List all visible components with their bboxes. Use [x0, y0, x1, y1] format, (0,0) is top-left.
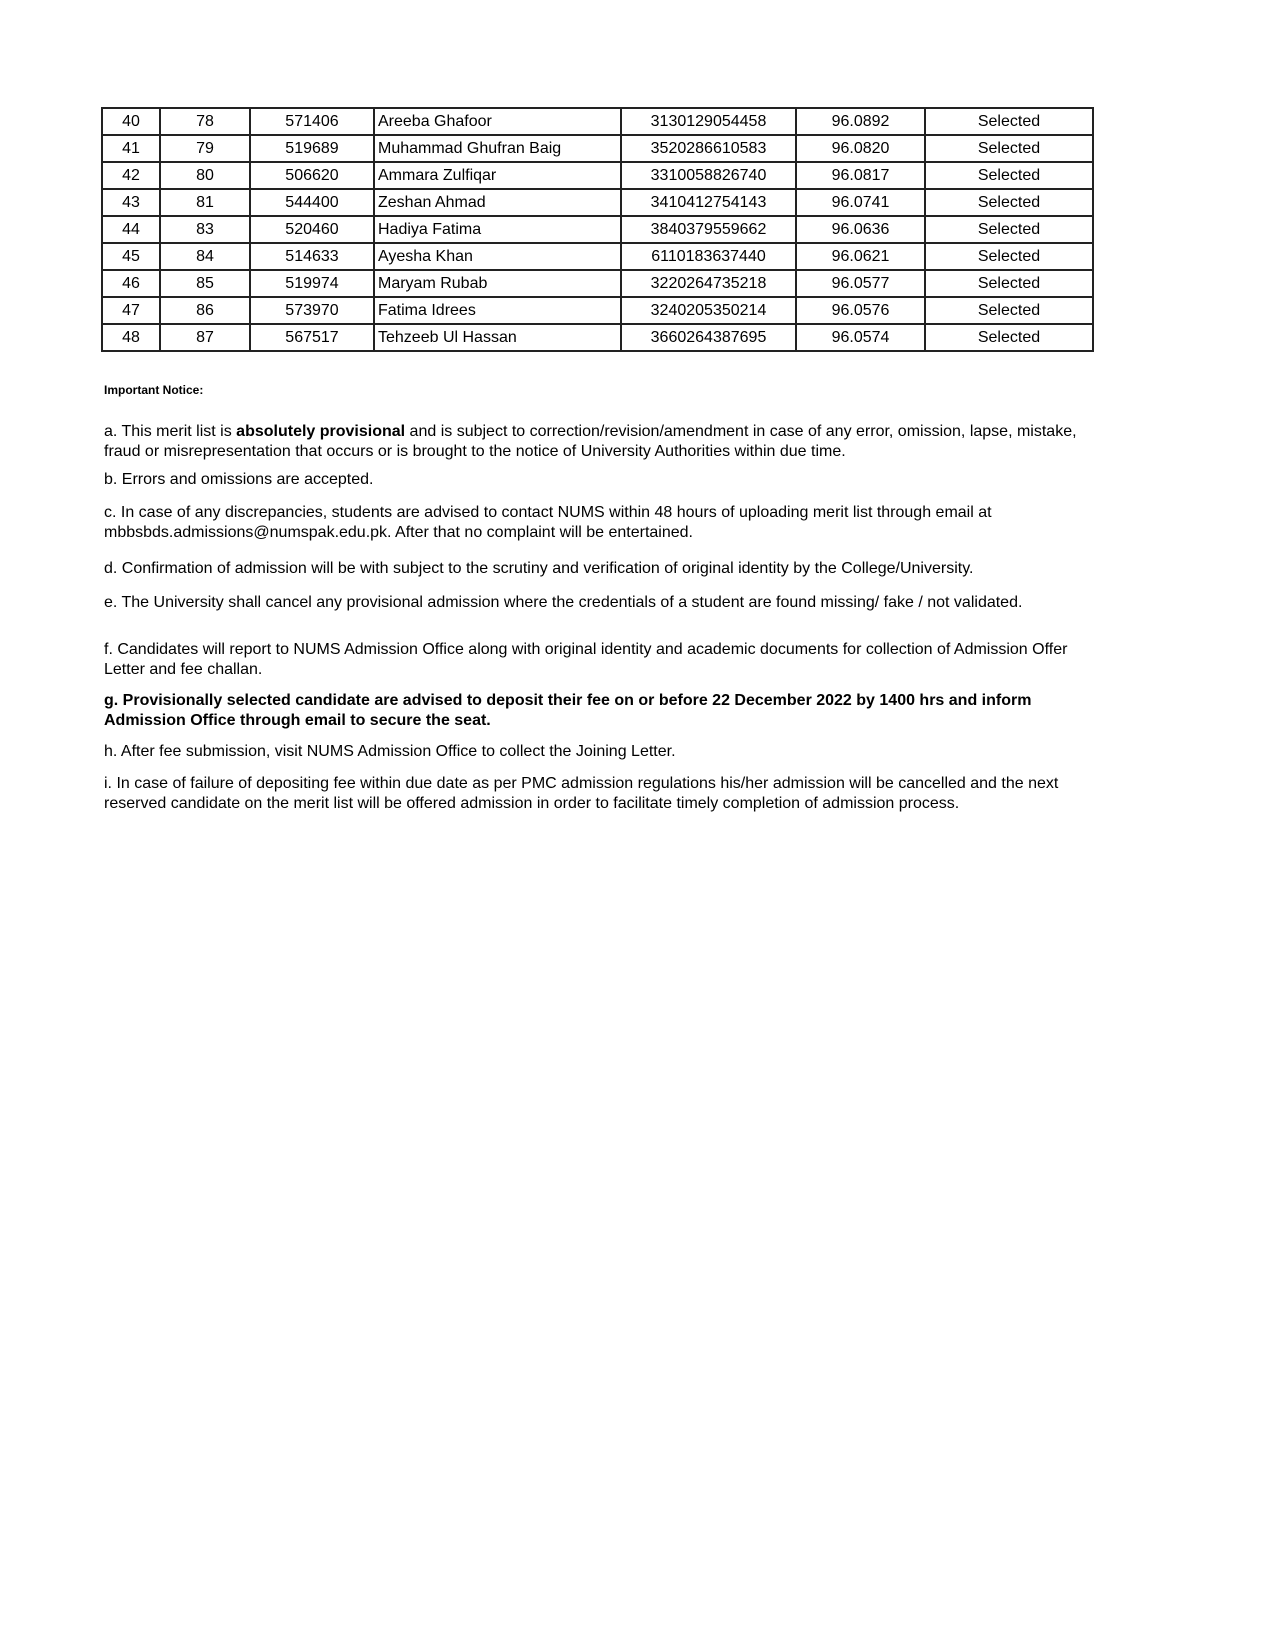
notice-item-b: b. Errors and omissions are accepted. [104, 471, 374, 488]
merit-number-cell: 83 [160, 216, 250, 243]
candidate-name-cell: Fatima Idrees [374, 297, 621, 324]
status-cell: Selected [925, 216, 1093, 243]
notice-a-emphasis: absolutely provisional [236, 423, 406, 440]
table-row [102, 216, 1093, 243]
serial-number-cell: 43 [102, 189, 160, 216]
cnic-cell: 3310058826740 [621, 162, 796, 189]
status-cell: Selected [925, 243, 1093, 270]
candidate-name-cell: Tehzeeb Ul Hassan [374, 324, 621, 351]
notice-item-a [104, 422, 1094, 462]
serial-number-cell: 44 [102, 216, 160, 243]
aggregate-cell: 96.0621 [796, 243, 925, 270]
table-row [102, 108, 1093, 135]
serial-number-cell: 45 [102, 243, 160, 270]
application-number-cell: 519974 [250, 270, 374, 297]
merit-number-cell: 86 [160, 297, 250, 324]
notice-a-prefix: a. This merit list is [104, 423, 237, 440]
table-row [102, 270, 1093, 297]
aggregate-cell: 96.0577 [796, 270, 925, 297]
status-cell: Selected [925, 108, 1093, 135]
notice-a-suffix: and is subject to correction/revision/amendment in case of any error, omission, lapse, mistake, fraud or misrepresentation that occurs or is brought to the notice of University Authorities within due time. [104, 423, 1077, 460]
application-number-cell: 567517 [250, 324, 374, 351]
status-cell: Selected [925, 135, 1093, 162]
status-cell: Selected [925, 189, 1093, 216]
candidate-name-cell: Muhammad Ghufran Baig [374, 135, 621, 162]
status-cell: Selected [925, 324, 1093, 351]
merit-list-body [102, 108, 1093, 351]
candidate-name-cell: Zeshan Ahmad [374, 189, 621, 216]
table-row [102, 189, 1093, 216]
aggregate-cell: 96.0636 [796, 216, 925, 243]
serial-number-cell: 42 [102, 162, 160, 189]
notice-item-d: d. Confirmation of admission will be with subject to the scrutiny and verification of original identity by the College/University. [104, 560, 974, 577]
aggregate-cell: 96.0892 [796, 108, 925, 135]
notice-item-e: e. The University shall cancel any provisional admission where the credentials of a student are found missing/ fake / not validated. [104, 594, 1023, 611]
candidate-name-cell: Ayesha Khan [374, 243, 621, 270]
aggregate-cell: 96.0576 [796, 297, 925, 324]
table-row [102, 162, 1093, 189]
table-row [102, 135, 1093, 162]
candidate-name-cell: Ammara Zulfiqar [374, 162, 621, 189]
notice-item-i: i. In case of failure of depositing fee within due date as per PMC admission regulations his/her admission will be cancelled and the next reserved candidate on the merit list will be offered admission in order to facilitate timely completion of admission process. [104, 775, 1059, 812]
application-number-cell: 519689 [250, 135, 374, 162]
candidate-name-cell: Areeba Ghafoor [374, 108, 621, 135]
status-cell: Selected [925, 162, 1093, 189]
application-number-cell: 514633 [250, 243, 374, 270]
notice-item-f: f. Candidates will report to NUMS Admission Office along with original identity and academic documents for collection of Admission Offer Letter and fee challan. [104, 641, 1068, 678]
notice-item-h: h. After fee submission, visit NUMS Admission Office to collect the Joining Letter. [104, 743, 676, 760]
application-number-cell: 520460 [250, 216, 374, 243]
table-row [102, 324, 1093, 351]
merit-number-cell: 84 [160, 243, 250, 270]
cnic-cell: 3240205350214 [621, 297, 796, 324]
serial-number-cell: 41 [102, 135, 160, 162]
cnic-cell: 3520286610583 [621, 135, 796, 162]
merit-number-cell: 80 [160, 162, 250, 189]
aggregate-cell: 96.0574 [796, 324, 925, 351]
candidate-name-cell: Hadiya Fatima [374, 216, 621, 243]
application-number-cell: 573970 [250, 297, 374, 324]
cnic-cell: 3220264735218 [621, 270, 796, 297]
serial-number-cell: 48 [102, 324, 160, 351]
cnic-cell: 6110183637440 [621, 243, 796, 270]
cnic-cell: 3840379559662 [621, 216, 796, 243]
table-row [102, 297, 1093, 324]
serial-number-cell: 46 [102, 270, 160, 297]
aggregate-cell: 96.0741 [796, 189, 925, 216]
merit-number-cell: 87 [160, 324, 250, 351]
cnic-cell: 3410412754143 [621, 189, 796, 216]
aggregate-cell: 96.0817 [796, 162, 925, 189]
cnic-cell: 3130129054458 [621, 108, 796, 135]
application-number-cell: 544400 [250, 189, 374, 216]
merit-number-cell: 78 [160, 108, 250, 135]
notice-title: Important Notice: [104, 383, 204, 397]
serial-number-cell: 47 [102, 297, 160, 324]
application-number-cell: 506620 [250, 162, 374, 189]
aggregate-cell: 96.0820 [796, 135, 925, 162]
status-cell: Selected [925, 270, 1093, 297]
notice-item-g: g. Provisionally selected candidate are advised to deposit their fee on or before 22 December 2022 by 1400 hrs and inform Admission Office through email to secure the seat. [104, 692, 1032, 729]
application-number-cell: 571406 [250, 108, 374, 135]
notice-item-c: c. In case of any discrepancies, students are advised to contact NUMS within 48 hours of uploading merit list through email at mbbsbds.admissions@numspak.edu.pk. After that no complaint will be entertained. [104, 504, 992, 541]
merit-number-cell: 79 [160, 135, 250, 162]
table-row [102, 243, 1093, 270]
merit-number-cell: 81 [160, 189, 250, 216]
status-cell: Selected [925, 297, 1093, 324]
merit-list-table [101, 107, 1094, 352]
candidate-name-cell: Maryam Rubab [374, 270, 621, 297]
serial-number-cell: 40 [102, 108, 160, 135]
cnic-cell: 3660264387695 [621, 324, 796, 351]
merit-number-cell: 85 [160, 270, 250, 297]
